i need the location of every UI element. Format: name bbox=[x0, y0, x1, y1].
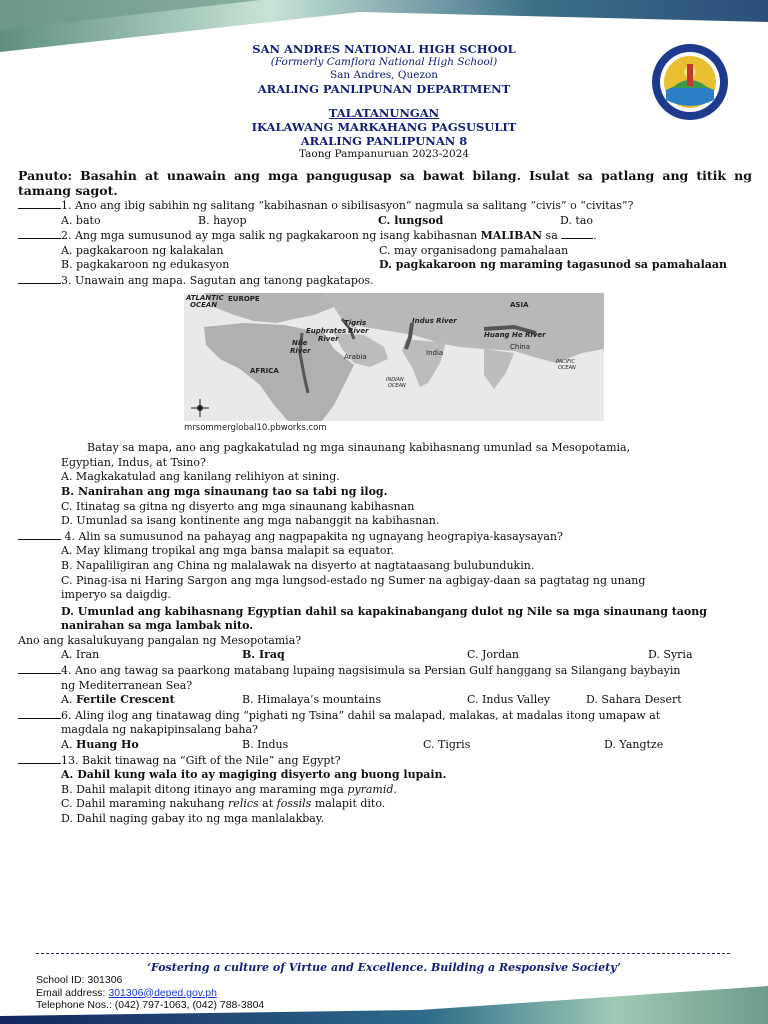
question-text: 13. Bakit tinawag na “Gift of the Nile” ang Egypt? bbox=[61, 753, 341, 767]
choice: D. tao bbox=[560, 213, 594, 227]
q4a-choices bbox=[18, 544, 752, 634]
answer-blank[interactable] bbox=[18, 273, 61, 284]
question-keyword: MALIBAN bbox=[480, 229, 543, 243]
choice: B. hayop bbox=[198, 213, 247, 227]
answer-blank[interactable] bbox=[18, 228, 61, 239]
answer-blank[interactable] bbox=[18, 708, 61, 719]
question-6 bbox=[18, 708, 752, 724]
instructions: Panuto: Basahin at unawain ang mga pangugusap sa bawat bilang. Isulat sa patlang ang titik ng tamang sagot. bbox=[18, 168, 752, 198]
ancient-rivers-map bbox=[184, 293, 604, 421]
question-13 bbox=[18, 753, 752, 769]
choice-text: at bbox=[258, 797, 277, 811]
question-text: 6. Aling ilog ang tinatawag ding “pighati ng Tsina” dahil sa malapad, malakas, at madalas itong umapaw at bbox=[61, 708, 661, 722]
question-text: 1. Ano ang ibig sabihin ng salitang “kabihasnan o sibilisasyon” nagmula sa salitang “civis” o “civitas”? bbox=[61, 199, 634, 212]
question-4a bbox=[18, 529, 752, 545]
choice: C. Indus Valley bbox=[467, 693, 550, 707]
question-text: 4. Ano ang tawag sa paarkong matabang lupaing nagsisimula sa Persian Gulf hanggang sa Silangang baybayin bbox=[61, 664, 681, 678]
map-label-pacific-ocean: OCEAN bbox=[558, 364, 576, 371]
question-4b bbox=[18, 663, 752, 679]
map-label-nile: Nile bbox=[292, 338, 308, 347]
choice: D. Dahil naging gabay ito ng mga manlalakbay. bbox=[61, 812, 325, 825]
choice: B. Napaliligiran ang China ng malalawak na disyerto at nagtataasang bulubundukin. bbox=[61, 558, 535, 572]
exam-subject: ARALING PANLIPUNAN 8 bbox=[300, 133, 468, 148]
map-label-china: China bbox=[510, 342, 530, 351]
exam-body bbox=[18, 168, 752, 827]
email-label: Email address: bbox=[36, 986, 109, 999]
choice: B. Himalaya’s mountains bbox=[242, 693, 382, 707]
map-label-indian: INDIAN bbox=[386, 376, 404, 383]
choices-row bbox=[18, 214, 752, 229]
email-link[interactable]: 301306@deped.gov.ph bbox=[108, 986, 217, 999]
map-label-euphrates: Euphrates bbox=[306, 326, 347, 335]
choice-answer: D. Umunlad ang kabihasnang Egyptian dahil sa kapakinabangang dulot ng Nile sa mga sinaunang taong bbox=[61, 604, 707, 618]
choice-answer-text: Huang Ho bbox=[75, 738, 139, 752]
answer-blank[interactable] bbox=[18, 198, 61, 209]
choice: C. Jordan bbox=[467, 648, 519, 662]
answer-blank[interactable] bbox=[18, 663, 61, 674]
choice: D. Umunlad sa isang kontinente ang mga nabanggit na kabihasnan. bbox=[61, 514, 440, 528]
school-motto: ‘Fostering a culture of Virtue and Excellence. Building a Responsive Society’ bbox=[147, 961, 621, 974]
choice-text: C. Dahil maraming nakuhang bbox=[61, 797, 229, 811]
school-year: Taong Pampanuruan 2023-2024 bbox=[298, 147, 470, 160]
choice-answer: A. Dahil kung wala ito ay magiging disyerto ang buong lupain. bbox=[61, 768, 447, 782]
exam-title: TALATANUNGAN bbox=[328, 105, 440, 120]
department-name: ARALING PANLIPUNAN DEPARTMENT bbox=[257, 81, 511, 96]
telephone-numbers: Telephone Nos.: (042) 797-1063, (042) 788-3804 bbox=[36, 999, 265, 1011]
map-label-africa: AFRICA bbox=[250, 366, 279, 375]
choice-italic: relics bbox=[228, 797, 259, 811]
choices-row bbox=[18, 648, 752, 663]
choice: C. Itinatag sa gitna ng disyerto ang mga sinaunang kabihasnan bbox=[61, 499, 415, 513]
footer-divider bbox=[36, 953, 730, 954]
exam-subtitle: IKALAWANG MARKAHANG PAGSUSULIT bbox=[251, 119, 517, 134]
choice-answer: D. pagkakaroon ng maraming tagasunod sa pamahalaan bbox=[379, 258, 728, 272]
map-label-atlantic: ATLANTIC bbox=[186, 293, 224, 302]
choices-row bbox=[18, 738, 752, 753]
choice: A. bato bbox=[61, 213, 101, 227]
choice-answer: B. Nanirahan ang mga sinaunang tao sa tabi ng ilog. bbox=[61, 484, 388, 498]
q3-question bbox=[18, 435, 752, 529]
question-1 bbox=[18, 198, 752, 214]
answer-blank[interactable] bbox=[18, 529, 61, 540]
map-label-atlantic-ocean: OCEAN bbox=[190, 300, 218, 309]
answer-blank[interactable] bbox=[18, 753, 61, 764]
choice-cont: imperyo sa daigdig. bbox=[61, 588, 172, 602]
choice-answer-text: Fertile Crescent bbox=[75, 693, 175, 707]
school-name: SAN ANDRES NATIONAL HIGH SCHOOL bbox=[252, 42, 516, 56]
question-text-cont: magdala ng nakapipinsalang baha? bbox=[61, 723, 258, 737]
choices-row bbox=[18, 258, 752, 273]
question-2 bbox=[18, 228, 752, 244]
choice: C. Tigris bbox=[423, 738, 471, 752]
map-label-pacific: PACIFIC bbox=[556, 358, 575, 365]
question-text: 2. Ang mga sumusunod ay mga salik ng pagkakaroon ng isang kabihasnan bbox=[61, 229, 481, 243]
map-label-tigris: Tigris bbox=[344, 318, 367, 327]
choice: D. Syria bbox=[648, 648, 693, 662]
question-text: Batay sa mapa, ano ang pagkakatulad ng mga sinaunang kabihasnang umunlad sa Mesopotamia, bbox=[87, 441, 631, 455]
q13-choices bbox=[18, 768, 752, 826]
choice: B. Indus bbox=[242, 738, 289, 752]
map-label-asia: ASIA bbox=[510, 300, 529, 309]
choice: A. May klimang tropikal ang mga bansa malapit sa equator. bbox=[61, 544, 394, 558]
choice-letter: A. bbox=[61, 738, 76, 752]
choice bbox=[61, 783, 752, 798]
question-text: 3. Unawain ang mapa. Sagutan ang tanong pagkatapos. bbox=[61, 273, 374, 287]
map-label-nile-river: River bbox=[290, 346, 311, 355]
school-seal-logo bbox=[650, 42, 730, 122]
choice-answer: B. Iraq bbox=[242, 648, 285, 662]
question-text: 4. Alin sa sumusunod na pahayag ang nagpapakita ng ugnayang heograpiya-kasaysayan? bbox=[61, 529, 563, 543]
inline-blank bbox=[561, 228, 593, 239]
choice: D. Sahara Desert bbox=[586, 693, 682, 707]
map-label-indus: Indus River bbox=[412, 316, 457, 325]
choice-text: B. Dahil malapit ditong itinayo ang maraming mga bbox=[61, 782, 348, 796]
question-3 bbox=[18, 273, 752, 289]
school-id: School ID: 301306 bbox=[36, 974, 123, 986]
choice: D. Yangtze bbox=[604, 738, 664, 752]
school-former-name: (Formerly Camflora National High School) bbox=[270, 56, 498, 69]
choice-letter: A. bbox=[61, 693, 76, 707]
map-label-indian-ocean: OCEAN bbox=[388, 382, 406, 389]
question-text-cont: Egyptian, Indus, at Tsino? bbox=[61, 455, 206, 469]
choice: A. pagkakaroon ng kalakalan bbox=[61, 243, 224, 257]
map-label-india: India bbox=[426, 348, 444, 357]
choice: B. pagkakaroon ng edukasyon bbox=[61, 258, 230, 272]
question-text-end: sa bbox=[542, 229, 558, 243]
map-label-arabia: Arabia bbox=[344, 352, 367, 361]
choice-text: malapit dito. bbox=[311, 797, 386, 811]
choice-answer bbox=[61, 738, 242, 753]
question-mesopotamia: Ano ang kasalukuyang pangalan ng Mesopotamia? bbox=[18, 633, 302, 647]
map-label-tigris-river: River bbox=[348, 326, 369, 335]
choice-answer-cont: nanirahan sa mga lambak nito. bbox=[61, 619, 254, 633]
choice bbox=[61, 797, 752, 812]
footer-decorative-bar bbox=[0, 976, 768, 1024]
choice: A. Iran bbox=[61, 648, 100, 662]
map-label-huang-he: Huang He River bbox=[484, 330, 546, 339]
map-credit: mrsommerglobal10.pbworks.com bbox=[184, 422, 327, 433]
question-period: . bbox=[593, 229, 597, 243]
choice-italic: fossils bbox=[276, 797, 312, 811]
school-location: San Andres, Quezon bbox=[329, 68, 439, 81]
choice-answer bbox=[61, 693, 242, 708]
choice-answer: C. lungsod bbox=[378, 213, 444, 227]
map-label-euphrates-river: River bbox=[318, 334, 339, 343]
choice-italic: pyramid. bbox=[347, 782, 397, 796]
choices-row bbox=[18, 693, 752, 708]
choice: A. Magkakatulad ang kanilang relihiyon at sining. bbox=[61, 470, 340, 484]
map-label-europe: EUROPE bbox=[228, 294, 260, 303]
choices-row bbox=[18, 244, 752, 259]
choice: C. Pinag-isa ni Haring Sargon ang mga lungsod-estado ng Sumer na agbigay-daan sa pagtatag ng unang bbox=[61, 573, 646, 587]
choice: C. may organisadong pamahalaan bbox=[379, 243, 569, 257]
question-text-cont: ng Mediterranean Sea? bbox=[61, 678, 193, 692]
